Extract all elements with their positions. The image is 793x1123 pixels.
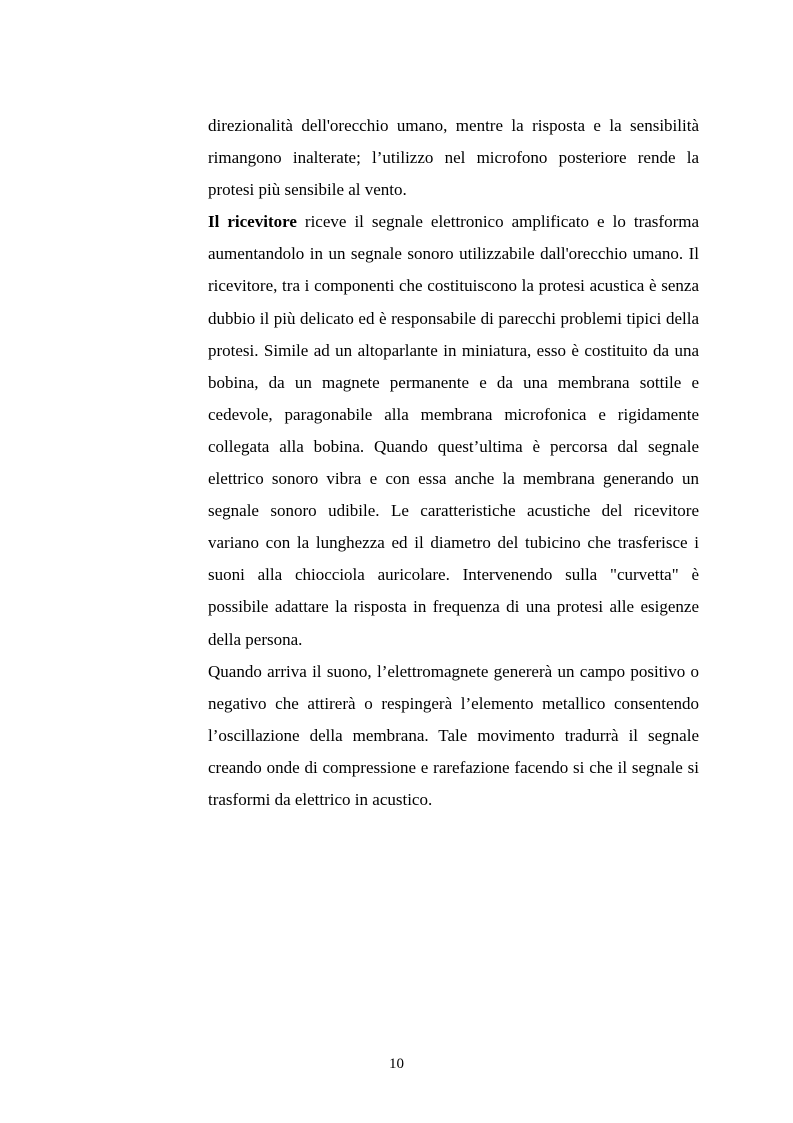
paragraph-text: Quando arriva il suono, l’elettromagnete genererà un campo positivo o negativo che attirerà o respingerà l’elemento metallico consentendo l’oscillazione della membrana. Tale movimento tradurrà il segnale creando onde di compressione e rarefazione facendo si che il segnale si trasformi da elettrico in acustico. [208,661,699,809]
term-ricevitore: Il ricevitore [208,212,297,232]
paragraph-ricevitore [208,206,699,655]
paragraph-text: direzionalità dell'orecchio umano, mentre la risposta e la sensibilità rimangono inalterate; l’utilizzo nel microfono posteriore rende la protesi più sensibile al vento. [208,116,699,200]
body-text [208,110,699,816]
page-number: 10 [389,1056,404,1072]
paragraph-continuation [208,110,699,206]
paragraph-elettromagnete [208,656,699,816]
paragraph-text: riceve il segnale elettronico amplificato e lo trasforma aumentandolo in un segnale sonoro utilizzabile dall'orecchio umano. Il ricevitore, tra i componenti che costituiscono la protesi acustica è senza dubbio il più delicato ed è responsabile di parecchi problemi tipici della protesi. Simile ad un altoparlante in miniatura, esso è costituito da una bobina, da un magnete permanente e da una membrana sottile e cedevole, paragonabile alla membrana microfonica e rigidamente collegata alla bobina. Quando quest’ultima è percorsa dal segnale elettrico sonoro vibra e con essa anche la membrana generando un segnale sonoro udibile. Le caratteristiche acustiche del ricevitore variano con la lunghezza ed il diametro del tubicino che trasferisce i suoni alla chiocciola auricolare. Intervenendo sulla "curvetta" è possibile adattare la risposta in frequenza di una protesi alle esigenze della persona. [208,212,699,649]
